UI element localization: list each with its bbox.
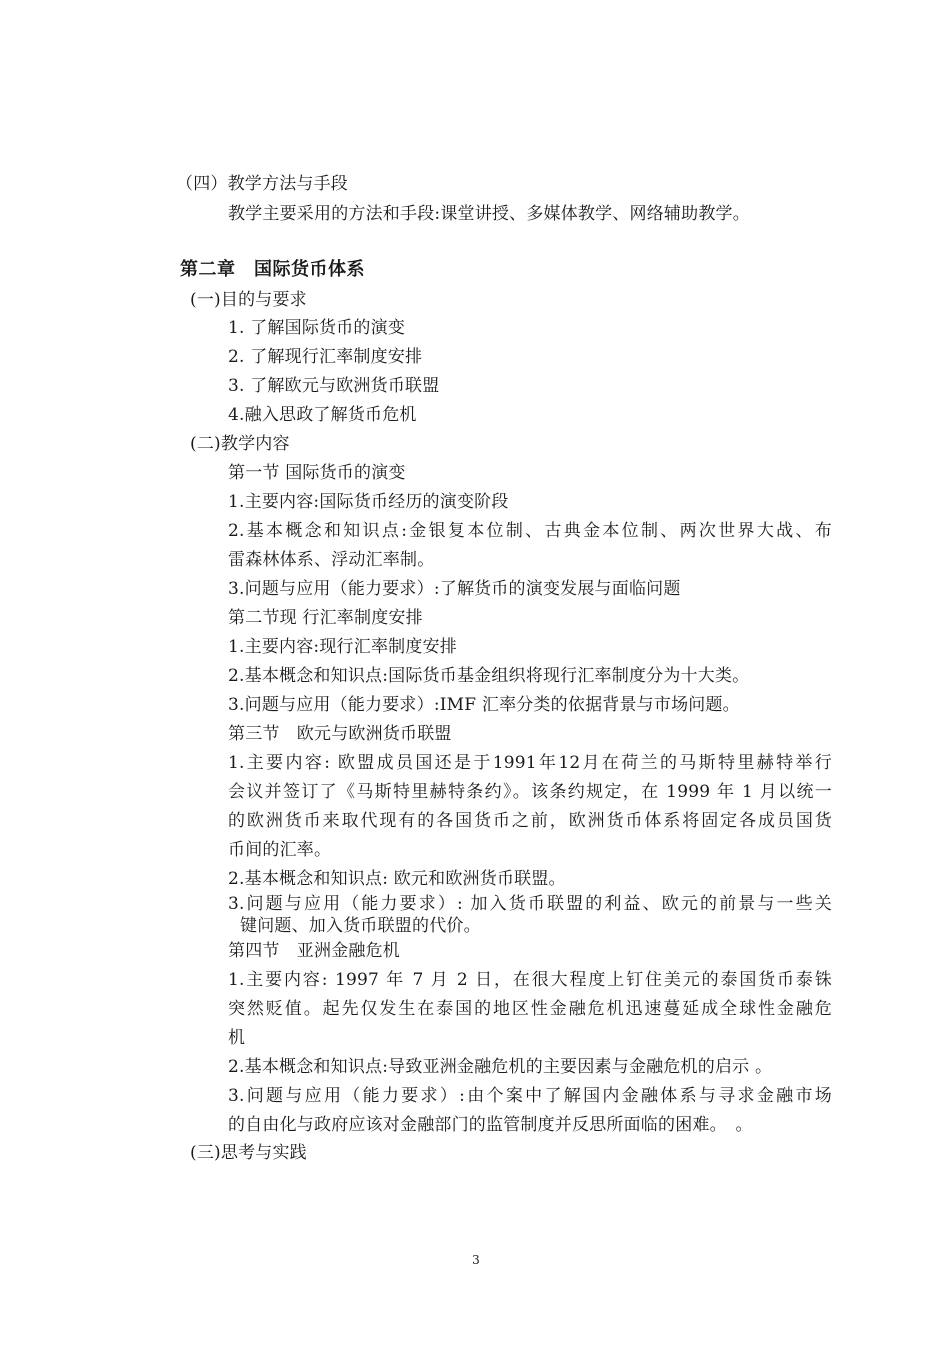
section-4-point-1-line-2: 突然贬值。起先仅发生在泰国的地区性金融危机迅速蔓延成全球性金融危 xyxy=(228,999,832,1019)
section-4-point-2: 2.基本概念和知识点:导致亚洲金融危机的主要因素与金融危机的启示 。 xyxy=(228,1057,773,1077)
section-4-point-3-line-1: 3.问题与应用（能力要求）:由个案中了解国内金融体系与寻求金融市场 xyxy=(228,1086,832,1106)
method-heading: （四）教学方法与手段 xyxy=(176,174,348,194)
goal-item-2: 2. 了解现行汇率制度安排 xyxy=(228,347,423,367)
section-1-point-2-line-1: 2.基本概念和知识点:金银复本位制、古典金本位制、两次世界大战、布 xyxy=(228,521,832,541)
section-3-point-1-line-2: 会议并签订了《马斯特里赫特条约》。该条约规定，在 1999 年 1 月以统一 xyxy=(228,782,832,802)
section-4-point-1-line-1: 1.主要内容: 1997 年 7 月 2 日，在很大程度上钉住美元的泰国货币泰铢 xyxy=(228,970,832,990)
section-3-point-1-line-3: 的欧洲货币来取代现有的各国货币之前，欧洲货币体系将固定各成员国货 xyxy=(228,811,832,831)
method-text: 教学主要采用的方法和手段:课堂讲授、多媒体教学、网络辅助教学。 xyxy=(228,204,750,224)
goal-item-3: 3. 了解欧元与欧洲货币联盟 xyxy=(228,376,440,396)
section-3-point-1-line-1: 1.主要内容: 欧盟成员国还是于1991年12月在荷兰的马斯特里赫特举行 xyxy=(228,753,832,773)
section-2-point-1: 1.主要内容:现行汇率制度安排 xyxy=(228,637,457,657)
section-2-point-2: 2.基本概念和知识点:国际货币基金组织将现行汇率制度分为十大类。 xyxy=(228,666,750,686)
section-4-title: 第四节 亚洲金融危机 xyxy=(228,941,400,961)
section-3-point-1-line-4: 币间的汇率。 xyxy=(228,840,332,860)
section-4-point-3-line-2: 的自由化与政府应该对金融部门的监管制度并反思所面临的困难。 。 xyxy=(228,1115,753,1135)
goal-item-4: 4.融入思政了解货币危机 xyxy=(228,405,417,425)
section-3-title: 第三节 欧元与欧洲货币联盟 xyxy=(228,724,452,744)
section-1-point-3: 3.问题与应用（能力要求）:了解货币的演变发展与面临问题 xyxy=(228,579,681,599)
goal-item-1: 1. 了解国际货币的演变 xyxy=(228,318,406,338)
section-1-point-2-line-2: 雷森林体系、浮动汇率制。 xyxy=(228,550,435,570)
section-2-title: 第二节现 行汇率制度安排 xyxy=(228,608,423,628)
section-1-point-1: 1.主要内容:国际货币经历的演变阶段 xyxy=(228,492,509,512)
section-1-title: 第一节 国际货币的演变 xyxy=(228,463,406,483)
chapter-title: 第二章 国际货币体系 xyxy=(180,259,365,280)
content-heading: (二)教学内容 xyxy=(190,434,290,454)
section-4-point-1-line-3: 机 xyxy=(228,1028,246,1048)
section-2-point-3: 3.问题与应用（能力要求）:IMF 汇率分类的依据背景与市场问题。 xyxy=(228,695,740,715)
section-3-point-2: 2.基本概念和知识点: 欧元和欧洲货币联盟。 xyxy=(228,869,566,889)
goals-heading: (一)目的与要求 xyxy=(190,290,307,310)
section-3-point-3-line-1: 3.问题与应用（能力要求）: 加入货币联盟的利益、欧元的前景与一些关 xyxy=(228,894,832,914)
page-number: 3 xyxy=(472,1253,480,1267)
practice-heading: (三)思考与实践 xyxy=(190,1143,307,1163)
section-3-point-3-line-2: 键问题、加入货币联盟的代价。 xyxy=(240,916,481,936)
